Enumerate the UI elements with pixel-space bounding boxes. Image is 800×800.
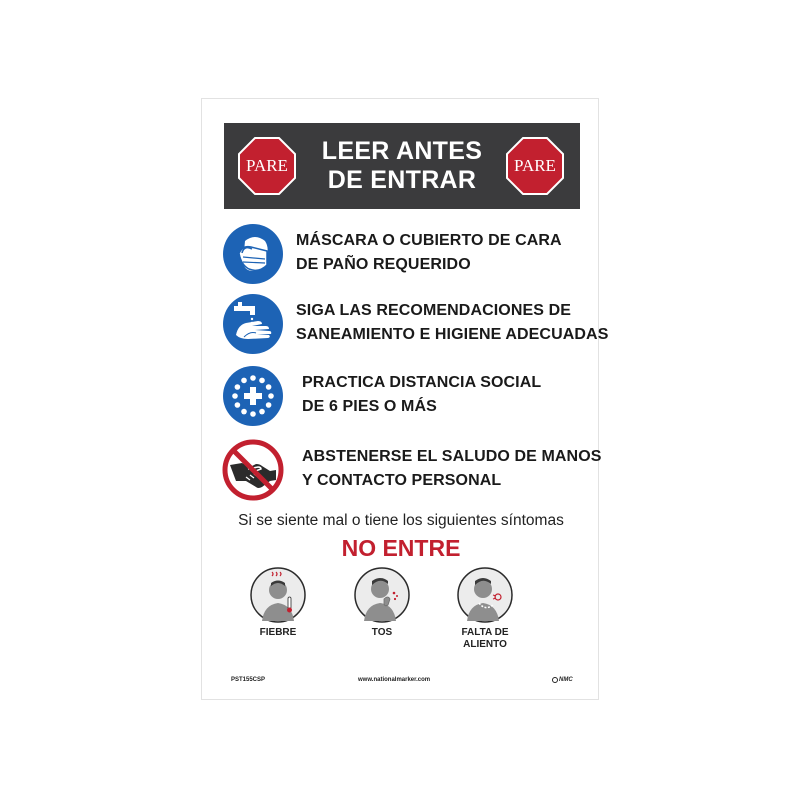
social-distance-icon <box>222 365 284 427</box>
symptom-label <box>347 627 417 639</box>
instruction-line1: ABSTENERSE EL SALUDO DE MANOS <box>302 448 602 465</box>
header-title-line1: LEER ANTES <box>321 137 483 165</box>
symptom-label <box>243 627 313 639</box>
face-mask-icon <box>222 223 284 285</box>
brand-logo <box>552 677 573 683</box>
shortness-of-breath-icon <box>457 567 513 623</box>
instruction-text <box>296 299 609 347</box>
symptom-label-line1: FIEBRE <box>259 627 297 638</box>
sign-header <box>224 123 580 209</box>
instruction-line2: SANEAMIENTO E HIGIENE ADECUADAS <box>296 326 609 343</box>
instruction-text <box>302 371 602 419</box>
instruction-hygiene <box>222 293 609 357</box>
instruction-mask <box>222 223 592 287</box>
symptom-fever <box>243 567 313 657</box>
instruction-line1: PRACTICA DISTANCIA SOCIAL <box>302 374 542 391</box>
symptom-warning-text: Si se siente mal o tiene los siguientes síntomas <box>238 512 564 529</box>
instruction-line1: SIGA LAS RECOMENDACIONES DE <box>296 302 572 319</box>
instruction-no-contact <box>222 439 602 503</box>
header-title-line2: DE ENTRAR <box>327 166 477 194</box>
instruction-text <box>302 445 602 493</box>
brand-logo-icon <box>552 677 558 683</box>
stop-sign-icon <box>506 137 564 195</box>
no-entry-heading: NO ENTRE <box>341 535 461 561</box>
symptom-label-line2: ALIENTO <box>463 639 507 650</box>
product-code: PST155CSP <box>231 677 266 683</box>
symptom-label-line1: FALTA DE <box>461 627 509 638</box>
instruction-line1: MÁSCARA O CUBIERTO DE CARA <box>296 232 562 249</box>
instruction-distance <box>222 365 592 429</box>
symptom-label <box>450 627 520 651</box>
symptom-cough <box>347 567 417 657</box>
instruction-line2: DE PAÑO REQUERIDO <box>296 256 471 273</box>
symptom-label-line1: TOS <box>371 627 393 638</box>
no-handshake-icon <box>222 439 284 501</box>
fever-icon <box>250 567 306 623</box>
safety-sign <box>201 98 609 700</box>
website-url: www.nationalmarker.com <box>358 677 431 683</box>
cough-icon <box>354 567 410 623</box>
hand-washing-icon <box>222 293 284 355</box>
stop-sign-label: PARE <box>246 156 288 175</box>
symptom-shortness-of-breath <box>450 567 520 657</box>
instruction-line2: DE 6 PIES O MÁS <box>302 398 437 415</box>
brand-name: NMC <box>559 677 573 683</box>
stop-sign-icon <box>238 137 296 195</box>
instruction-text <box>296 229 596 277</box>
stop-sign-label: PARE <box>514 156 556 175</box>
header-title <box>302 137 502 195</box>
instruction-line2: Y CONTACTO PERSONAL <box>302 472 502 489</box>
